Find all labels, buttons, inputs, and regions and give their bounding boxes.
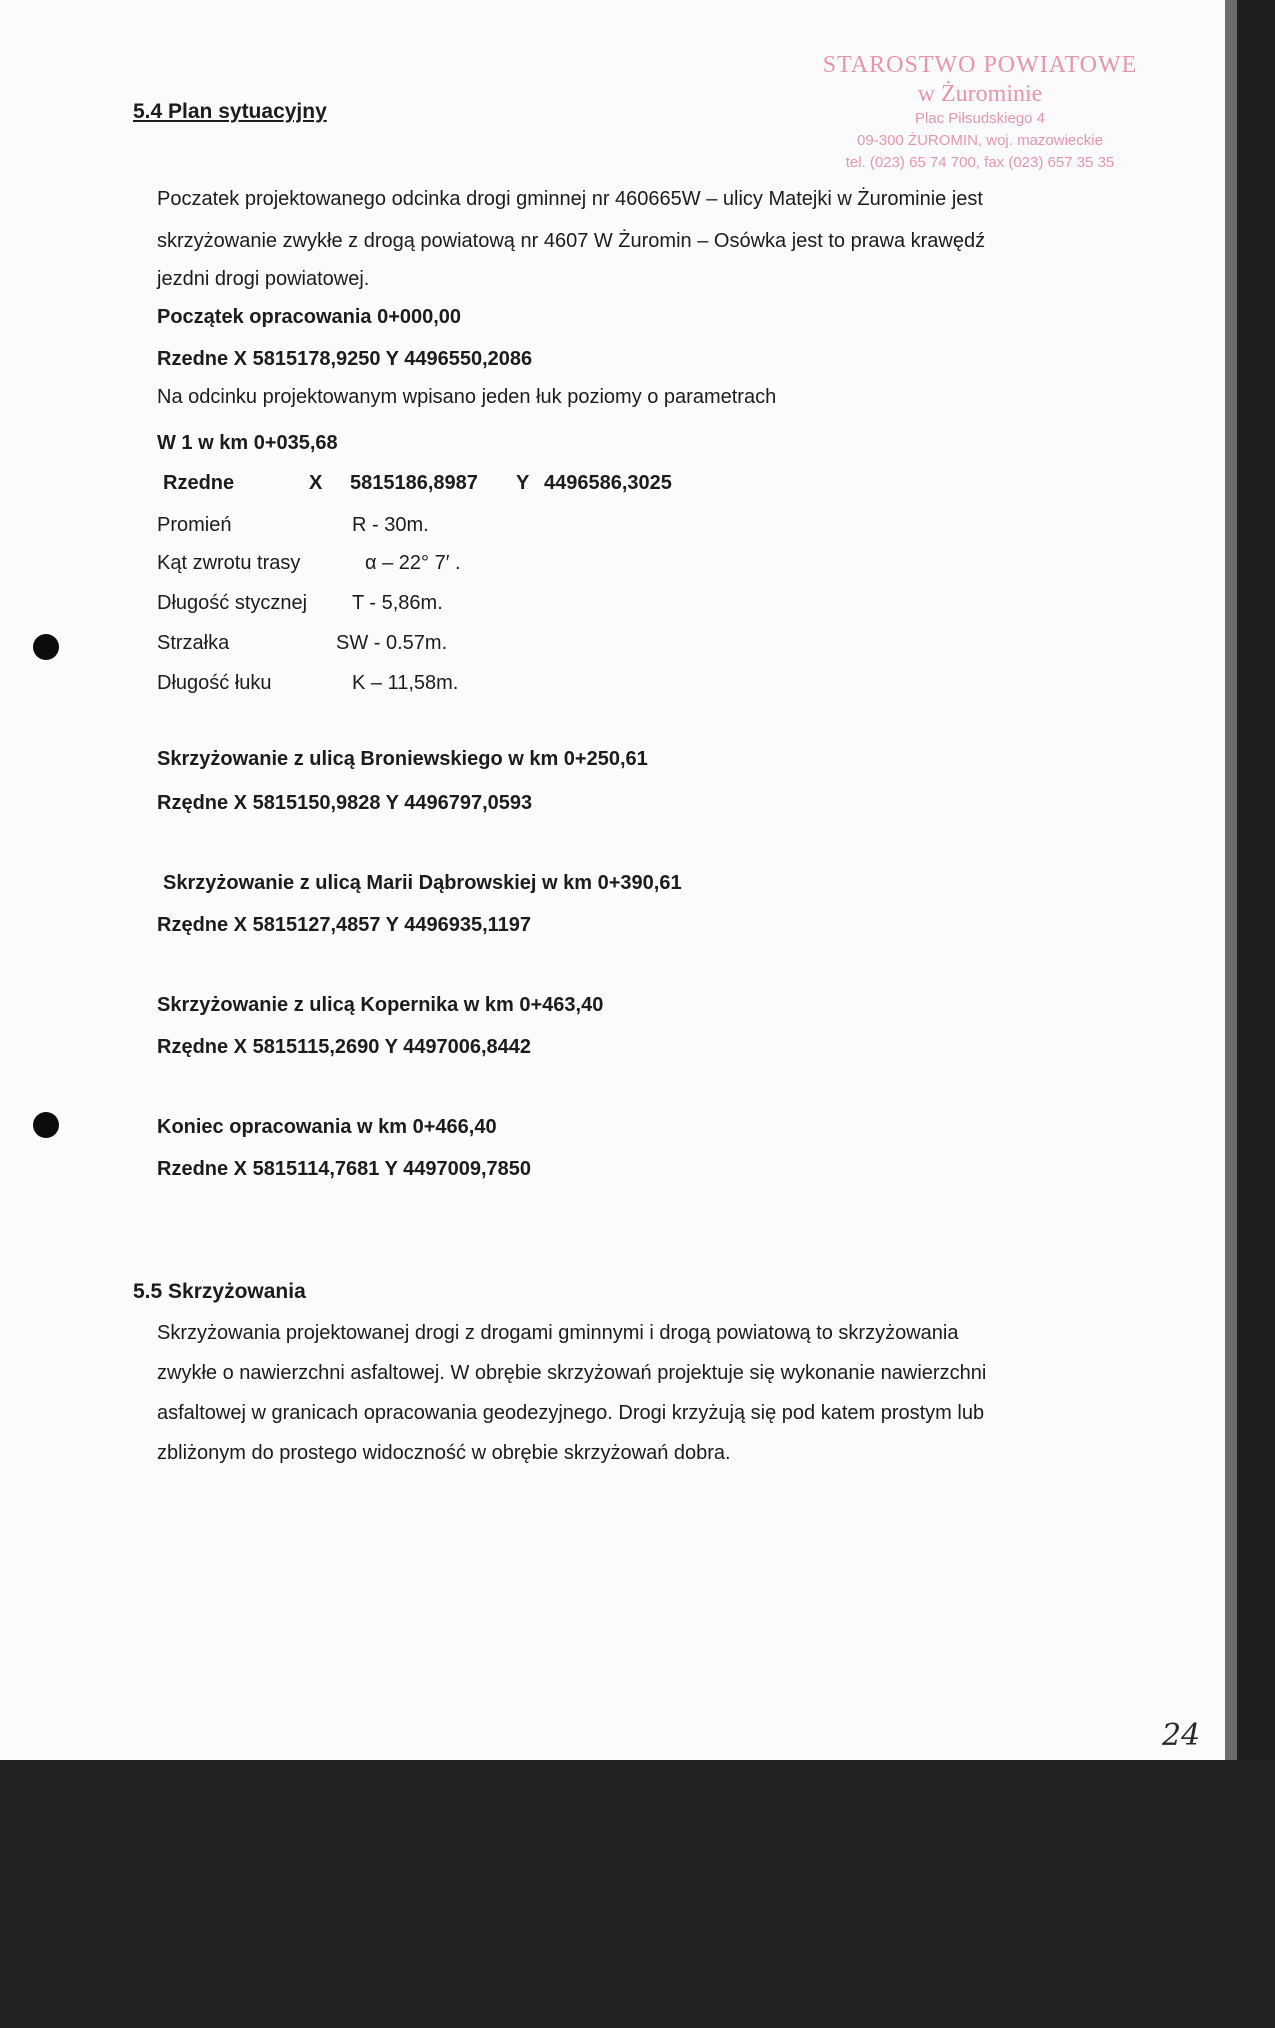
start-label: Początek opracowania 0+000,00 bbox=[157, 306, 462, 328]
end-label: Koniec opracowania w km 0+466,40 bbox=[157, 1116, 497, 1138]
param-name: Promień bbox=[157, 514, 232, 536]
paragraph-line: asfaltowej w granicach opracowania geodezyjnego. Drogi krzyżują się pod katem prostym lub bbox=[157, 1402, 985, 1424]
coordinates: Rzędne X 5815115,2690 Y 4497006,8442 bbox=[157, 1036, 532, 1058]
stamp-line: STAROSTWO POWIATOWE bbox=[822, 52, 1138, 78]
param-name: Kąt zwrotu trasy bbox=[157, 552, 301, 574]
coordinates: Rzedne X 5815114,7681 Y 4497009,7850 bbox=[157, 1158, 532, 1180]
scanner-edge bbox=[1225, 0, 1237, 1760]
coordinate-value: 5815186,8987 bbox=[350, 472, 478, 494]
param-value: K – 11,58m. bbox=[352, 672, 459, 694]
paragraph-line: jezdni drogi powiatowej. bbox=[157, 268, 370, 290]
paragraph-line: skrzyżowanie zwykłe z drogą powiatową nr 4607 W Żuromin – Osówka jest to prawa krawędź bbox=[157, 230, 986, 252]
coordinate-axis: Y bbox=[516, 472, 530, 494]
stamp-line: 09-300 ŻUROMIN, woj. mazowieckie bbox=[857, 132, 1103, 149]
paragraph-line: Poczatek projektowanego odcinka drogi gminnej nr 460665W – ulicy Matejki w Żurominie jest bbox=[157, 188, 983, 210]
paragraph-line: Na odcinku projektowanym wpisano jeden łuk poziomy o parametrach bbox=[157, 386, 777, 408]
arc-label: W 1 w km 0+035,68 bbox=[157, 432, 338, 454]
param-value: T - 5,86m. bbox=[352, 592, 443, 614]
coordinates: Rzedne X 5815178,9250 Y 4496550,2086 bbox=[157, 348, 533, 370]
section-heading: 5.4 Plan sytuacyjny bbox=[133, 100, 327, 123]
crossing-title: Skrzyżowanie z ulicą Kopernika w km 0+463,40 bbox=[157, 994, 604, 1016]
coordinates: Rzędne X 5815127,4857 Y 4496935,1197 bbox=[157, 914, 532, 936]
param-value: α – 22° 7′ . bbox=[365, 552, 461, 574]
stamp-line: w Żurominie bbox=[917, 81, 1043, 107]
office-stamp bbox=[780, 50, 1180, 174]
crossing-title: Skrzyżowanie z ulicą Marii Dąbrowskiej w km 0+390,61 bbox=[163, 872, 682, 894]
punch-hole bbox=[33, 1112, 59, 1138]
stamp-line: tel. (023) 65 74 700, fax (023) 657 35 35 bbox=[845, 154, 1115, 171]
paragraph-line: Skrzyżowania projektowanej drogi z drogami gminnymi i drogą powiatową to skrzyżowania bbox=[157, 1322, 959, 1344]
page-number: 24 bbox=[1162, 1718, 1201, 1753]
param-name: Strzałka bbox=[157, 632, 230, 654]
coordinate-value: 4496586,3025 bbox=[544, 472, 672, 494]
coordinates-label: Rzedne bbox=[163, 472, 235, 494]
coordinates: Rzędne X 5815150,9828 Y 4496797,0593 bbox=[157, 792, 533, 814]
coordinate-axis: X bbox=[309, 472, 323, 494]
section-heading: 5.5 Skrzyżowania bbox=[133, 1280, 306, 1303]
paragraph-line: zbliżonym do prostego widoczność w obrębie skrzyżowań dobra. bbox=[157, 1442, 731, 1464]
param-value: R - 30m. bbox=[352, 514, 429, 536]
punch-hole bbox=[33, 634, 59, 660]
param-value: SW - 0.57m. bbox=[336, 632, 448, 654]
param-name: Długość łuku bbox=[157, 672, 272, 694]
paragraph-line: zwykłe o nawierzchni asfaltowej. W obrębie skrzyżowań projektuje się wykonanie nawierzchni bbox=[157, 1362, 987, 1384]
stamp-line: Plac Piłsudskiego 4 bbox=[914, 110, 1046, 127]
crossing-title: Skrzyżowanie z ulicą Broniewskiego w km 0+250,61 bbox=[157, 748, 648, 770]
scan-background bbox=[0, 1760, 1275, 2028]
param-name: Długość stycznej bbox=[157, 592, 308, 614]
